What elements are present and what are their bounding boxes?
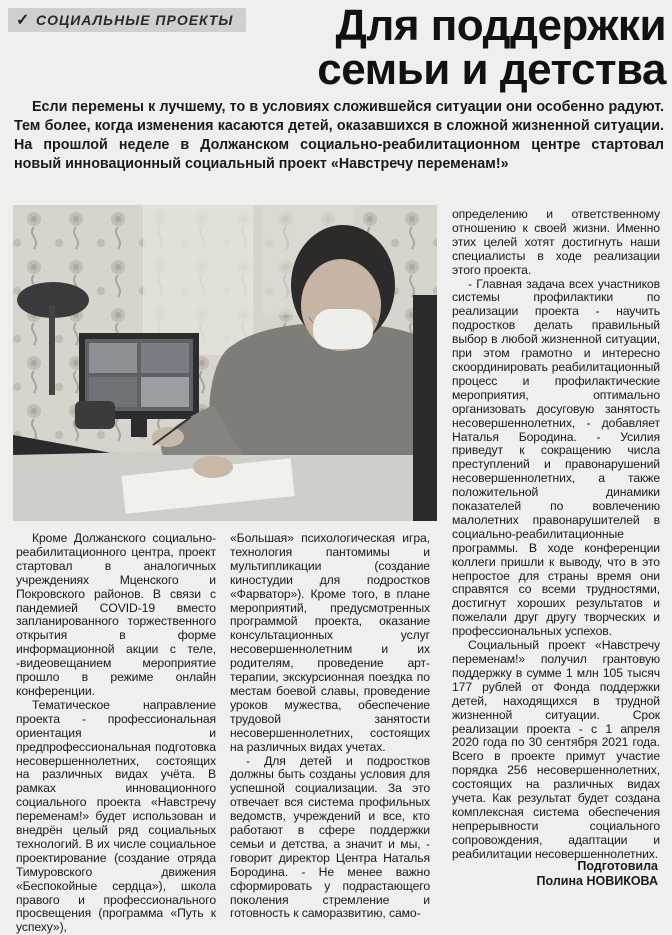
section-rubric (8, 8, 246, 32)
author-credit (490, 859, 658, 889)
credit-label: Подготовила (577, 859, 658, 873)
article-photo (13, 205, 437, 521)
article-column-3 (452, 208, 660, 862)
headline-line-2: семьи и детства (317, 45, 666, 94)
paragraph: - Для детей и подростков должны быть созданы условия для успешной социализации. За это отвечает вся система профильных ведомств, учреждений и все, кто работают в сфере поддержки семьи и детства, а значит и мы, - говорит директор Центра Наталья Бородина. - Не менее важно сформировать у подрастающего поколения стремление и готовность к саморазвитию, само- (230, 753, 430, 921)
article-lead: Если перемены к лучшему, то в условиях сложившейся ситуации они особенно радуют. Тем более, когда изменения касаются детей, оказавшихся в сложной жизненной ситуации. На прошлой неделе в Должанском социально-реабилитационном центре стартовал новый инновационный социальный проект «Навстречу переменам!» (14, 99, 664, 172)
article-headline (248, 1, 666, 94)
photo-illustration (13, 205, 437, 521)
paragraph: Тематическое направление проекта - профессиональная ориентация и предпрофессиональная подготовка несовершеннолетних, состоящих на различных видах учёта. В рамках инновационного социального проекта «Навстречу переменам!» будет использован и внедрён целый ряд социальных технологий. В их числе социальное проектирование (создание отряда Тимуровского движения «Беспокойные сердца»), школа правого и профессионального просвещения (программа «Путь к успеху»), (16, 697, 216, 935)
checkmark-icon: ✓ (16, 12, 30, 29)
paragraph: Кроме Должанского социально-реабилитационного центра, проект стартовал в аналогичных учреждениях Мценского и Покровского районов. В связи с пандемией COVID-19 вместо запланированного торжественного открытия в форме информационной акции с теле, -видеовещанием мероприятие прошло в режиме онлайн конференции. (16, 531, 216, 698)
paragraph: определению и ответственному отношению к своей жизни. Именно этих целей хотят достигнуть наши специалисты в ходе реализации этого проекта. (452, 207, 660, 277)
article-column-2 (230, 532, 430, 921)
headline-line-1: Для поддержки (335, 1, 666, 50)
article-column-1 (16, 532, 216, 935)
rubric-label: СОЦИАЛЬНЫЕ ПРОЕКТЫ (36, 12, 234, 28)
credit-author: Полина НОВИКОВА (536, 874, 658, 888)
paragraph: «Большая» психологическая игра, технология пантомимы и мультипликации (создание киностудии для подростков «Фарватор»). Кроме того, в плане мероприятий, предусмотренных программой проекта, оказание консультационных услуг несовершеннолетним и их родителям, проведение арт-терапии, экскурсионная поездка по местам боевой славы, проведение уроков мужества, обеспечение трудовой занятости несовершеннолетних, состоящих на различных видах учетах. (230, 531, 430, 754)
paragraph: Социальный проект «Навстречу переменам!» получил грантовую поддержку в сумме 1 млн 105 тысяч 177 рублей от Фонда поддержки детей, находящихся в трудной жизненной ситуации. Срок реализации проекта - с 1 апреля 2020 года по 30 сентября 2021 года. Всего в проекте примут участие порядка 256 несовершеннолетних, состоящих на различных видах учета. Как результат будет создана комплексная система обеспечения непрерывности социального сопровождения, адаптации и реабилитации несовершеннолетних. (452, 638, 660, 861)
paragraph: - Главная задача всех участников системы профилактики по реализации проекта - научить подростков делать правильный выбор в любой жизненной ситуации, при этом грамотно и интересно скоординировать реабилитационный процесс и профилактические мероприятия, оптимально организовать досуговую занятость несовершеннолетних, - добавляет Наталья Бородина. - Усилия приведут к сокращению числа преступлений и правонарушений несовершеннолетних, а также положительной динамики показателей по вовлечению малолетних правонарушителей в социально-реабилитационные программы. В ходе конференции коллеги пришли к выводу, что в это непростое для страны время они справятся со всеми трудностями, достигнут хороших результатов и пожелали друг другу творческих и профессиональных успехов. (452, 276, 660, 639)
